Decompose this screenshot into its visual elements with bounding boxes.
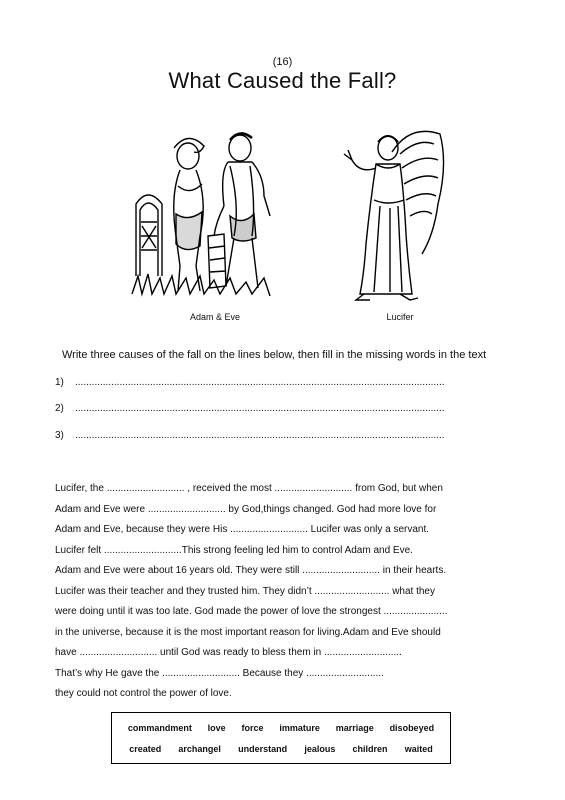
text-line: That’s why He gave the ............................ Because they ............................ — [55, 667, 384, 679]
text-line: were doing until it was too late. God made the power of love the strongest ....................... — [55, 606, 448, 617]
word-bank-word: immature — [279, 723, 320, 733]
answer-line[interactable] — [55, 403, 515, 414]
word-bank-word: commandment — [127, 723, 192, 733]
text-line: Lucifer was their teacher and they trusted him. They didn’t ........................... what they — [55, 585, 435, 597]
word-bank-word: love — [207, 723, 226, 733]
word-bank-word: children — [352, 744, 388, 754]
text-line: they could not control the power of love. — [55, 688, 232, 699]
word-bank-row — [112, 744, 450, 754]
page-title: What Caused the Fall? — [168, 68, 397, 93]
word-bank-word: archangel — [178, 744, 221, 754]
word-bank-word: jealous — [304, 744, 336, 754]
word-bank-word: created — [129, 744, 162, 754]
text-line: have ............................ until God was ready to bless them in ............................ — [55, 647, 402, 658]
text-line: Lucifer, the ............................ , received the most ............................ from God, but when — [55, 483, 443, 494]
page-number: (16) — [272, 56, 293, 68]
answer-line-dots: ..................................................................................................................................... — [75, 377, 445, 388]
word-bank-word: understand — [238, 744, 288, 754]
word-bank-word: disobeyed — [389, 723, 435, 733]
word-bank-word: marriage — [335, 723, 374, 733]
answer-line[interactable] — [55, 377, 515, 388]
word-bank-word: waited — [404, 744, 433, 754]
answer-line-dots: ..................................................................................................................................... — [75, 403, 445, 414]
lucifer-illustration — [330, 124, 450, 306]
text-line: Adam and Eve were about 16 years old. They were still ............................ in their hearts. — [55, 565, 447, 576]
answer-line-number: 2) — [55, 403, 64, 414]
word-bank-word: force — [241, 723, 264, 733]
adam-eve-caption: Adam & Eve — [189, 312, 241, 322]
text-line: in the universe, because it is the most important reason for living.Adam and Eve should — [55, 626, 441, 638]
text-line: Adam and Eve, because they were His ............................ Lucifer was only a servant. — [55, 524, 430, 535]
instruction-text: Write three causes of the fall on the lines below, then fill in the missing words in the text — [62, 349, 487, 361]
lucifer-caption: Lucifer — [386, 312, 414, 322]
answer-line-dots: ..................................................................................................................................... — [75, 430, 445, 441]
answer-line-number: 1) — [55, 377, 64, 388]
word-bank — [111, 712, 451, 764]
text-line: Adam and Eve were ............................ by God,things changed. God had more love for — [55, 503, 437, 515]
text-line: Lucifer felt ............................This strong feeling led him to control Adam and Eve. — [55, 544, 413, 556]
adam-and-eve-illustration — [130, 126, 300, 304]
fill-in-text — [55, 479, 520, 705]
answer-line-number: 3) — [55, 430, 64, 441]
answer-line[interactable] — [55, 430, 515, 441]
word-bank-row — [112, 723, 450, 733]
